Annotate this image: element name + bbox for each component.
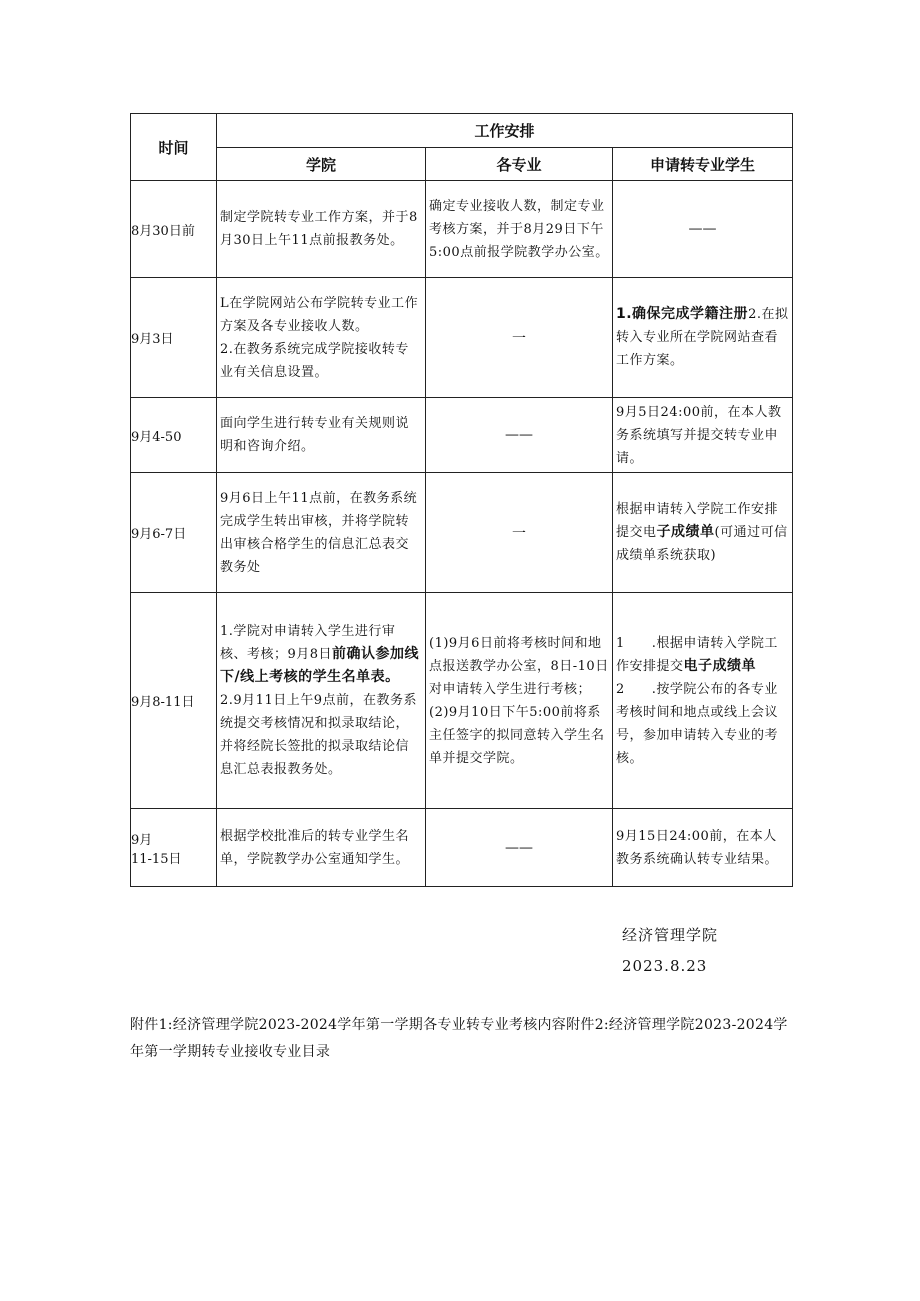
college-cell: 1.学院对申请转入学生进行审核、考核；9月8日前确认参加线下/线上考核的学生名单表。 2.9月11日上午9点前，在教务系统提交考核情况和拟录取结论，并将经院长签批的拟录取结论信息汇总表报教务处。 (220, 624, 420, 777)
college-cell: 面向学生进行转专业有关规则说明和咨询介绍。 (220, 416, 410, 454)
student-cell: 1 .根据申请转入学院工作安排提交电子成绩单 2 .按学院公布的各专业考核时间和地点或线上会议号，参加申请转入专业的考核。 (616, 635, 779, 766)
header-work-arrangement: 工作安排 (217, 114, 793, 148)
schedule-table (130, 113, 793, 887)
student-cell: 9月15日24:00前，在本人教务系统确认转专业结果。 (616, 828, 779, 867)
header-majors: 各专业 (426, 148, 613, 181)
header-row-1 (131, 114, 793, 148)
student-cell: 1.确保完成学籍注册2.在拟转入专业所在学院网站查看工作方案。 (616, 306, 789, 368)
college-cell: L在学院网站公布学院转专业工作方案及各专业接收人数。 2.在教务系统完成学院接收转专业有关信息设置。 (220, 295, 419, 380)
student-cell: 9月5日24:00前，在本人教务系统填写并提交转专业申请。 (616, 404, 782, 466)
majors-cell-dash: 一 (426, 473, 613, 593)
table-row (131, 593, 793, 809)
majors-cell-dash: 一 (426, 278, 613, 398)
college-cell: 根据学校批准后的转专业学生名单，学院教学办公室通知学生。 (220, 828, 410, 867)
time-cell: 9月6-7日 (131, 473, 217, 593)
student-cell: 根据申请转入学院工作安排提交电子成绩单(可通过可信成绩单系统获取) (616, 502, 788, 563)
time-cell: 8月30日前 (131, 181, 217, 278)
majors-cell: (1)9月6日前将考核时间和地点报送教学办公室，8日-10日对申请转入学生进行考核； (2)9月10日下午5:00前将系主任签字的拟同意转入学生名单并提交学院。 (429, 635, 609, 766)
majors-cell-dash: —— (426, 398, 613, 473)
signature-date: 2023.8.23 (622, 957, 708, 975)
majors-cell: 确定专业接收人数，制定专业考核方案，并于8月29日下午5:00点前报学院教学办公室。 (429, 198, 609, 260)
table-row (131, 278, 793, 398)
college-cell: 9月6日上午11点前，在教务系统完成学生转出审核，并将学院转出审核合格学生的信息汇总表交教务处 (220, 490, 418, 575)
attachments-note: 附件1:经济管理学院2023-2024学年第一学期各专业转专业考核内容附件2:经济管理学院2023-2024学年第一学期转专业接收专业目录 (130, 1017, 788, 1060)
table-row (131, 473, 793, 593)
table-row (131, 809, 793, 887)
header-row-2 (131, 148, 793, 181)
time-cell: 9月8-11日 (131, 593, 217, 809)
signature-org: 经济管理学院 (622, 926, 719, 944)
header-student: 申请转专业学生 (613, 148, 793, 181)
time-cell: 9月3日 (131, 278, 217, 398)
header-time: 时间 (131, 114, 217, 181)
college-cell: 制定学院转专业工作方案，并于8月30日上午11点前报教务处。 (220, 210, 418, 248)
table-row (131, 398, 793, 473)
table-row (131, 181, 793, 278)
student-cell-dash: —— (613, 181, 793, 278)
time-cell: 9月 11-15日 (131, 809, 217, 887)
header-college: 学院 (217, 148, 426, 181)
time-cell: 9月4-50 (131, 398, 217, 473)
majors-cell-dash: —— (426, 809, 613, 887)
